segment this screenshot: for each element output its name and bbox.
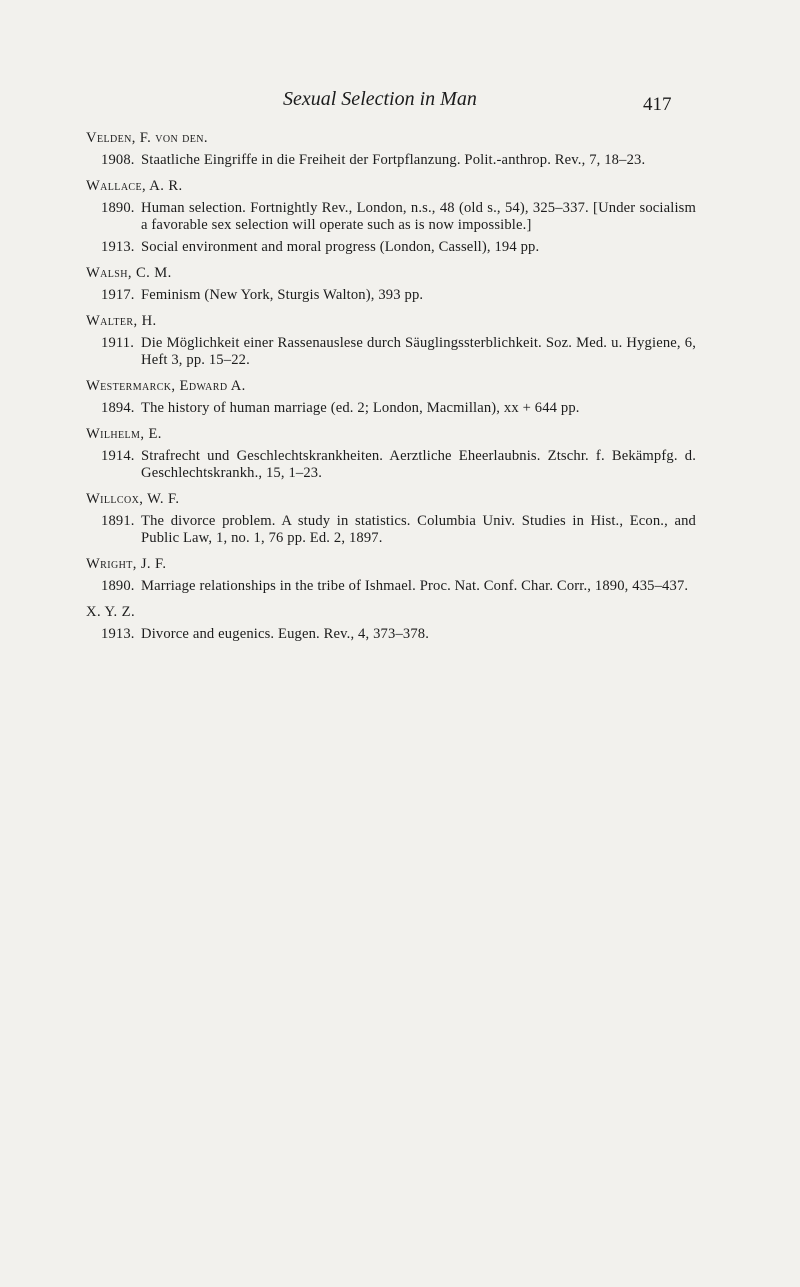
reference-entry (86, 152, 696, 169)
reference-text: The history of human marriage (ed. 2; London, Macmillan), xx + 644 pp. (141, 400, 580, 416)
reference-entry (86, 335, 696, 369)
reference-author: Wilhelm, E. (86, 426, 162, 442)
reference-entry (86, 578, 696, 595)
reference-entry (86, 287, 696, 304)
reference-entry (86, 513, 696, 547)
reference-year: 1890. (101, 200, 135, 216)
reference-text: Human selection. Fortnightly Rev., London, n.s., 48 (old s., 54), 325–337. [Under socialism a favorable sex selection will operate such as is now impossible.] (141, 200, 696, 233)
reference-author: Westermarck, Edward A. (86, 378, 246, 394)
reference-entry (86, 200, 696, 234)
reference-author: Willcox, W. F. (86, 491, 180, 507)
reference-text: Feminism (New York, Sturgis Walton), 393 pp. (141, 287, 424, 303)
reference-year: 1908. (101, 152, 135, 168)
reference-year: 1914. (101, 448, 135, 464)
running-title: Sexual Selection in Man (283, 88, 477, 110)
reference-author: X. Y. Z. (86, 604, 136, 620)
reference-entry (86, 448, 696, 482)
reference-text: The divorce problem. A study in statistics. Columbia Univ. Studies in Hist., Econ., and Public Law, 1, no. 1, 76 pp. Ed. 2, 1897. (141, 513, 696, 546)
reference-year: 1894. (101, 400, 135, 416)
reference-text: Social environment and moral progress (London, Cassell), 194 pp. (141, 239, 540, 255)
reference-author: Walsh, C. M. (86, 265, 172, 281)
reference-year: 1891. (101, 513, 135, 529)
reference-author: Velden, F. von den. (86, 130, 208, 146)
reference-entry (86, 239, 696, 256)
reference-author: Walter, H. (86, 313, 157, 329)
reference-text: Marriage relationships in the tribe of Ishmael. Proc. Nat. Conf. Char. Corr., 1890, 435–437. (141, 578, 689, 594)
reference-author: Wallace, A. R. (86, 178, 183, 194)
reference-text: Strafrecht und Geschlechtskrankheiten. Aerztliche Eheerlaubnis. Ztschr. f. Bekämpfg. d. Geschlechtskrankh., 15, 1–23. (141, 448, 696, 481)
page-header (0, 88, 800, 118)
reference-entry (86, 626, 696, 643)
reference-text: Die Möglichkeit einer Rassenauslese durch Säuglingssterblichkeit. Soz. Med. u. Hygiene, 6, Heft 3, pp. 15–22. (141, 335, 696, 368)
reference-year: 1917. (101, 287, 135, 303)
reference-year: 1911. (101, 335, 135, 351)
reference-list (86, 130, 696, 648)
reference-year: 1913. (101, 239, 135, 255)
page-number: 417 (643, 94, 672, 115)
reference-year: 1890. (101, 578, 135, 594)
reference-author: Wright, J. F. (86, 556, 167, 572)
reference-year: 1913. (101, 626, 135, 642)
reference-entry (86, 400, 696, 417)
reference-text: Staatliche Eingriffe in die Freiheit der Fortpflanzung. Polit.-anthrop. Rev., 7, 18–23. (141, 152, 646, 168)
reference-text: Divorce and eugenics. Eugen. Rev., 4, 373–378. (141, 626, 430, 642)
